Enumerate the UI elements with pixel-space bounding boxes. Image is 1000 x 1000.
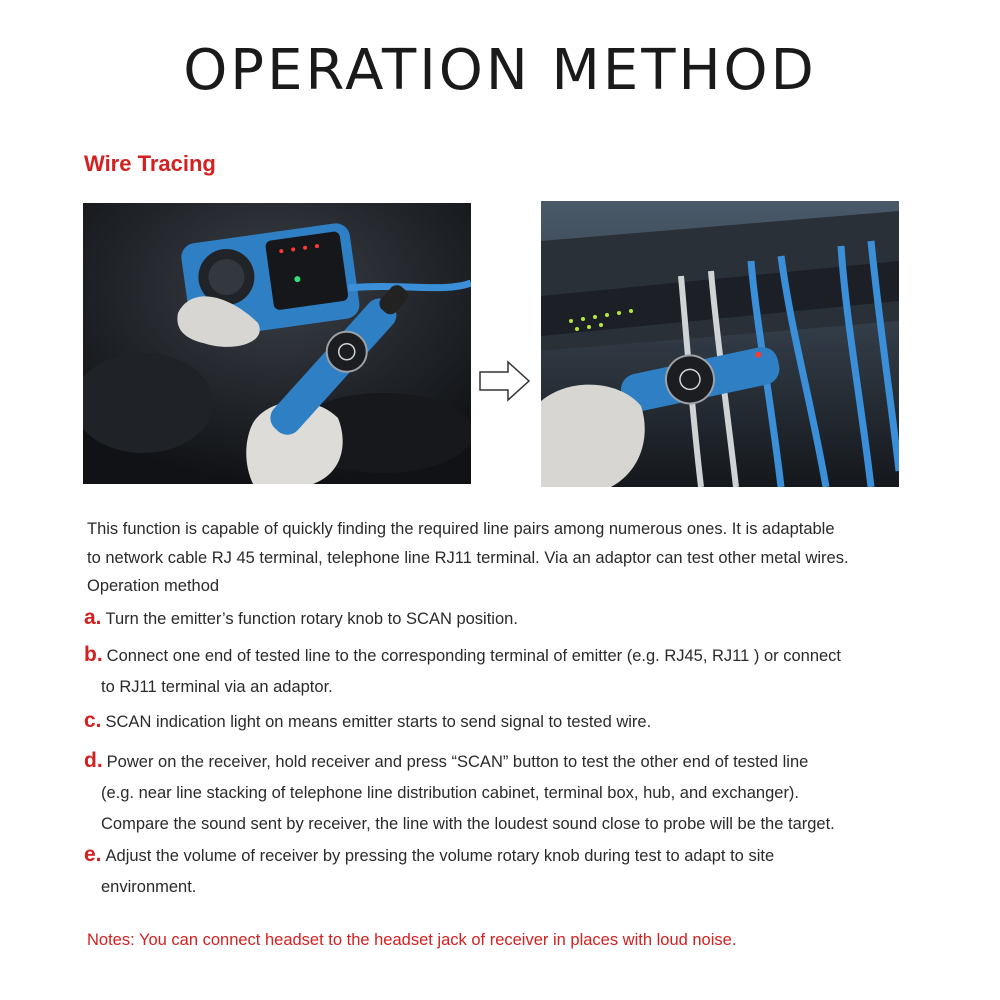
step-d — [84, 745, 914, 840]
step-a — [84, 602, 914, 635]
step-text: Connect one end of tested line to the corresponding terminal of emitter (e.g. RJ45, RJ11 ) or connect — [106, 647, 842, 665]
notes-text: Notes: You can connect headset to the headset jack of receiver in places with loud noise. — [87, 931, 737, 949]
step-text: environment. — [101, 878, 197, 896]
step-text: Turn the emitter’s function rotary knob to SCAN position. — [105, 610, 518, 628]
step-b — [84, 639, 914, 703]
intro-paragraph — [87, 515, 907, 601]
step-text: to RJ11 terminal via an adaptor. — [101, 678, 333, 696]
step-text: (e.g. near line stacking of telephone line distribution cabinet, terminal box, hub, and exchanger). — [101, 784, 800, 802]
step-letter: e. — [84, 843, 102, 866]
intro-line: Operation method — [87, 577, 220, 595]
step-text: Adjust the volume of receiver by pressing the volume rotary knob during test to adapt to site — [105, 847, 775, 865]
outline-right-arrow-icon — [478, 359, 532, 403]
step-text: Compare the sound sent by receiver, the line with the loudest sound close to probe will be the target. — [101, 815, 835, 833]
step-letter: d. — [84, 749, 103, 772]
step-letter: c. — [84, 709, 102, 732]
step-text: Power on the receiver, hold receiver and press “SCAN” button to test the other end of tested line — [106, 753, 809, 771]
section-title-wire-tracing: Wire Tracing — [84, 151, 216, 176]
photo-emitter-and-receiver — [83, 203, 471, 484]
step-text: SCAN indication light on means emitter starts to send signal to tested wire. — [105, 713, 652, 731]
step-e — [84, 839, 914, 903]
page-title: OPERATION METHOD — [183, 38, 817, 103]
intro-line: to network cable RJ 45 terminal, telephone line RJ11 terminal. Via an adaptor can test other metal wires. — [87, 548, 849, 567]
step-letter: b. — [84, 643, 103, 666]
intro-line: This function is capable of quickly finding the required line pairs among numerous ones. It is adaptable — [87, 520, 835, 538]
step-letter: a. — [84, 606, 102, 629]
step-c — [84, 705, 914, 738]
photo-receiver-at-network-switch — [541, 201, 899, 487]
